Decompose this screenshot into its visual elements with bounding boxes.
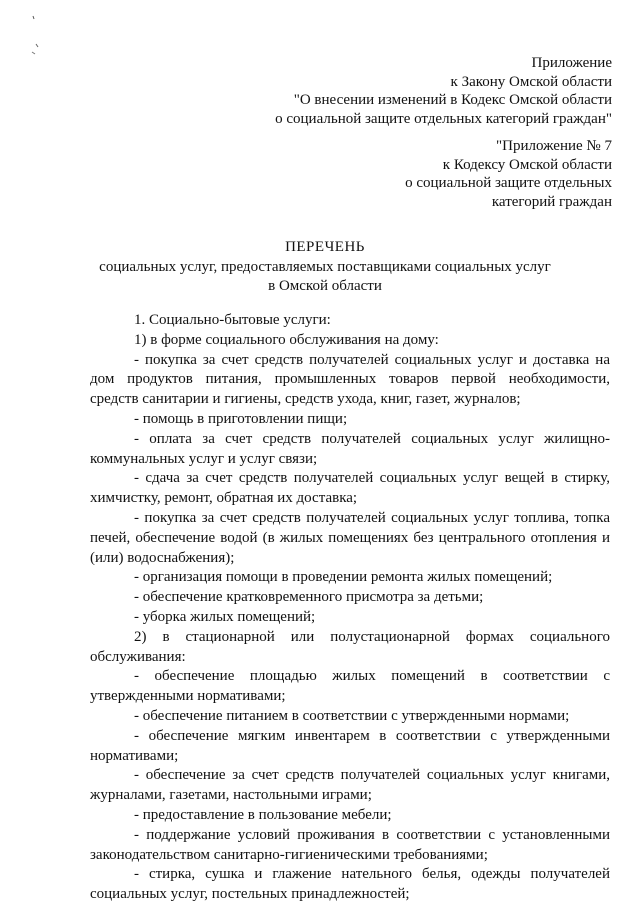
body-line: 1) в форме социального обслуживания на дому: xyxy=(134,331,439,348)
body-line: - обеспечение питанием в соответствии с утвержденными нормами; xyxy=(134,707,570,724)
body-line: обслуживания: xyxy=(90,648,186,665)
document-title: ПЕРЕЧЕНЬ xyxy=(285,239,365,255)
header-line: "Приложение № 7 xyxy=(496,138,612,154)
body-line: - предоставление в пользование мебели; xyxy=(134,806,392,823)
header-line: о социальной защите отдельных xyxy=(405,175,612,191)
body-line: 1. Социально-бытовые услуги: xyxy=(134,312,331,328)
appendix7-header xyxy=(405,137,612,211)
header-line: о социальной защите отдельных категорий граждан" xyxy=(275,110,612,127)
document-subtitle: социальных услуг, предоставляемых поставщиками социальных услуг xyxy=(99,258,551,275)
header-line: к Кодексу Омской области xyxy=(442,156,612,173)
body-line: - обеспечение площадью жилых помещений в соответствии с xyxy=(134,668,610,685)
body-line: средств санитарии и гигиены, средств ухода, книг, газет, журналов; xyxy=(90,391,521,408)
header-line: Приложение xyxy=(531,55,612,71)
body-line: - покупка за счет средств получателей социальных услуг и доставка на xyxy=(134,351,610,368)
appendix-header xyxy=(275,54,612,128)
header-line: категорий граждан xyxy=(491,193,612,210)
body-line: - обеспечение мягким инвентарем в соответствии с утвержденными xyxy=(134,727,610,744)
body-line: нормативами; xyxy=(90,747,179,764)
body-line: законодательством санитарно-гигиеническими требованиями; xyxy=(90,846,488,863)
body-line: утвержденными нормативами; xyxy=(90,688,286,705)
body-line: (или) водоснабжения); xyxy=(90,549,235,566)
body-line: коммунальных услуг и услуг связи; xyxy=(90,450,318,467)
body-line: - уборка жилых помещений; xyxy=(134,608,316,625)
document-subtitle: в Омской области xyxy=(268,278,382,294)
body-line: дом продуктов питания, промышленных товаров первой необходимости, xyxy=(90,371,610,388)
body-line: - обеспечение кратковременного присмотра за детьми; xyxy=(134,589,484,606)
body-line: журналами, газетами, настольными играми; xyxy=(90,787,372,804)
body-line: печей, обеспечение водой (в жилых помещениях без центрального отопления и xyxy=(90,529,610,546)
body-line: - помощь в приготовлении пищи; xyxy=(134,410,348,427)
scan-marks xyxy=(30,10,42,60)
body-line: - обеспечение за счет средств получателей социальных услуг книгами, xyxy=(134,767,610,784)
body-line: социальных услуг, постельных принадлежностей; xyxy=(90,886,410,903)
body-line: - покупка за счет средств получателей социальных услуг топлива, топка xyxy=(134,509,610,526)
body-line: - сдача за счет средств получателей социальных услуг вещей в стирку, xyxy=(134,470,610,487)
document-title-block xyxy=(60,238,590,297)
body-line: - стирка, сушка и глажение нательного белья, одежды получателей xyxy=(134,866,610,883)
header-line: к Закону Омской области xyxy=(450,73,612,90)
body-line: 2) в стационарной или полустационарной формах социального xyxy=(134,628,610,645)
body-line: химчистку, ремонт, обратная их доставка; xyxy=(90,490,358,507)
header-line: "О внесении изменений в Кодекс Омской области xyxy=(293,92,612,108)
body-line: - поддержание условий проживания в соответствии с установленными xyxy=(134,826,610,843)
body-line: - организация помощи в проведении ремонта жилых помещений; xyxy=(134,569,553,586)
document-body xyxy=(90,311,610,905)
body-line: - оплата за счет средств получателей социальных услуг жилищно- xyxy=(134,430,610,447)
